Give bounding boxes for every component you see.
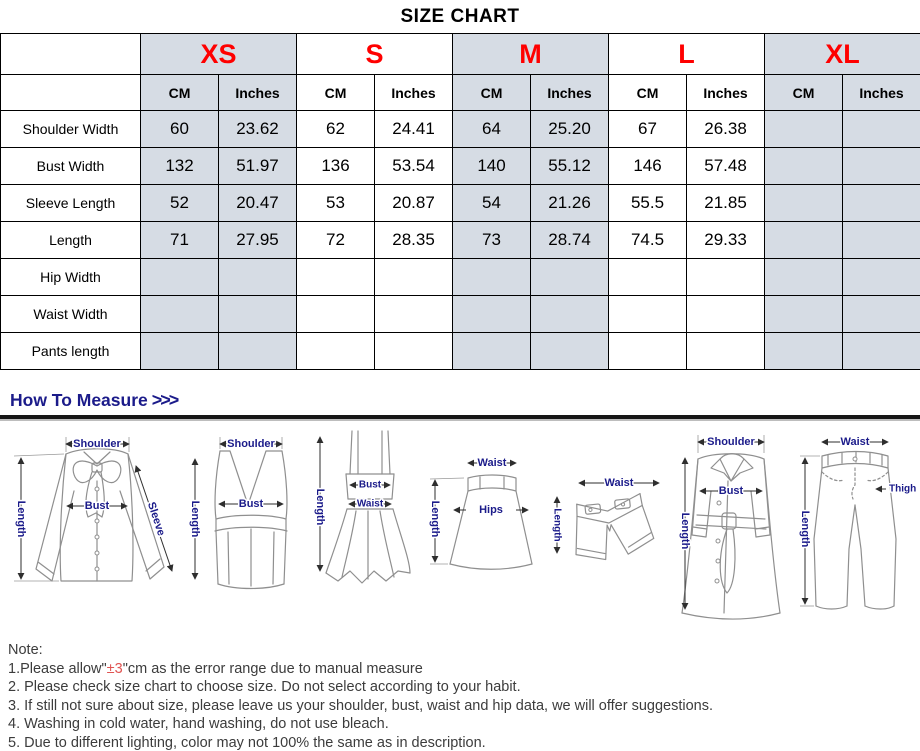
shorts-diagram <box>545 419 673 635</box>
size-header-xs: XS <box>141 34 297 75</box>
note-line-5: 5. Due to different lighting, color may not 100% the same as in description. <box>8 734 486 751</box>
error-range-value: ±3 <box>106 660 123 677</box>
how-to-measure-heading <box>10 390 920 411</box>
size-header-xl: XL <box>765 34 920 75</box>
cell <box>765 185 843 222</box>
cell <box>531 333 609 370</box>
cell: 28.74 <box>531 222 609 259</box>
unit-header-inches: Inches <box>531 75 609 111</box>
note-line-3: 3. If still not sure about size, please leave us your shoulder, bust, waist and hip data, we will offer suggestions. <box>8 697 713 714</box>
cell: 21.85 <box>687 185 765 222</box>
cell <box>141 259 219 296</box>
table-row <box>1 259 920 296</box>
cell <box>609 259 687 296</box>
cell <box>687 333 765 370</box>
cell: 74.5 <box>609 222 687 259</box>
heading-text: How To Measure <box>10 390 148 410</box>
unit-header-row <box>1 75 920 111</box>
measure-label: Length <box>799 510 811 548</box>
cell <box>765 296 843 333</box>
row-label: Length <box>1 222 141 259</box>
note-line-2: 2. Please check size chart to choose size. Do not select according to your habit. <box>8 679 521 696</box>
cell: 146 <box>609 148 687 185</box>
cell <box>843 111 920 148</box>
unit-header-cm: CM <box>609 75 687 111</box>
cell: 52 <box>141 185 219 222</box>
cell <box>141 296 219 333</box>
measure-label: Shoulder <box>227 438 275 450</box>
unit-header-inches: Inches <box>843 75 920 111</box>
cell: 54 <box>453 185 531 222</box>
size-header-row <box>1 34 920 75</box>
cell: 28.35 <box>375 222 453 259</box>
cell: 140 <box>453 148 531 185</box>
cell <box>765 333 843 370</box>
cell: 20.87 <box>375 185 453 222</box>
row-label: Waist Width <box>1 296 141 333</box>
cell <box>375 333 453 370</box>
table-row <box>1 111 920 148</box>
cell <box>141 333 219 370</box>
measure-label: Bust <box>718 485 744 497</box>
cell: 136 <box>297 148 375 185</box>
cell <box>375 296 453 333</box>
cell <box>843 259 920 296</box>
cell: 20.47 <box>219 185 297 222</box>
measure-label: Waist <box>840 436 870 448</box>
table-row <box>1 296 920 333</box>
measure-label: Length <box>314 488 326 526</box>
measure-label: Shoulder <box>707 436 755 448</box>
chevrons-icon: >>> <box>151 390 178 410</box>
cell: 72 <box>297 222 375 259</box>
table-row <box>1 333 920 370</box>
dress-diagram <box>306 419 422 635</box>
cell <box>297 259 375 296</box>
measure-label: Sleeve <box>144 500 168 538</box>
cell: 23.62 <box>219 111 297 148</box>
cell <box>453 333 531 370</box>
measure-label: Length <box>429 500 441 538</box>
cell: 64 <box>453 111 531 148</box>
cell: 21.26 <box>531 185 609 222</box>
row-label: Hip Width <box>1 259 141 296</box>
notes-section <box>0 635 920 751</box>
notes-heading: Note: <box>8 642 43 658</box>
cell <box>843 296 920 333</box>
measure-label: Waist <box>604 477 634 489</box>
cell <box>297 333 375 370</box>
cell: 57.48 <box>687 148 765 185</box>
unit-header-cm: CM <box>297 75 375 111</box>
cell <box>219 333 297 370</box>
cell: 27.95 <box>219 222 297 259</box>
cell: 55.5 <box>609 185 687 222</box>
unit-header-inches: Inches <box>375 75 453 111</box>
corner-cell <box>1 34 141 75</box>
corner-cell <box>1 75 141 111</box>
cell <box>219 296 297 333</box>
vest-diagram <box>186 419 306 635</box>
cell: 71 <box>141 222 219 259</box>
unit-header-inches: Inches <box>687 75 765 111</box>
cell: 73 <box>453 222 531 259</box>
cell <box>453 296 531 333</box>
measure-label: Length <box>189 500 201 538</box>
unit-header-cm: CM <box>141 75 219 111</box>
cell <box>531 296 609 333</box>
cell <box>843 222 920 259</box>
table-row <box>1 185 920 222</box>
page-title: SIZE CHART <box>400 5 520 27</box>
measure-label: Bust <box>84 500 110 512</box>
cell <box>609 333 687 370</box>
cell <box>687 259 765 296</box>
cell: 51.97 <box>219 148 297 185</box>
measure-label: Hips <box>479 504 503 516</box>
skirt-diagram <box>424 419 546 635</box>
row-label: Sleeve Length <box>1 185 141 222</box>
cell <box>843 333 920 370</box>
cell <box>609 296 687 333</box>
measure-label: Length <box>679 512 691 550</box>
cell: 132 <box>141 148 219 185</box>
cell: 53.54 <box>375 148 453 185</box>
cell <box>297 296 375 333</box>
size-header-s: S <box>297 34 453 75</box>
cell: 24.41 <box>375 111 453 148</box>
cell <box>219 259 297 296</box>
cell: 60 <box>141 111 219 148</box>
table-row <box>1 148 920 185</box>
cell <box>375 259 453 296</box>
row-label: Bust Width <box>1 148 141 185</box>
size-header-l: L <box>609 34 765 75</box>
measure-label: Waist <box>356 498 384 510</box>
cell <box>843 148 920 185</box>
size-table <box>0 33 920 370</box>
cell <box>531 259 609 296</box>
measure-label: Length <box>15 500 27 538</box>
cell <box>765 111 843 148</box>
measure-label: Bust <box>358 479 382 491</box>
measure-diagrams <box>0 419 920 635</box>
coat-diagram <box>664 419 796 635</box>
note-line-4: 4. Washing in cold water, hand washing, do not use bleach. <box>8 716 389 733</box>
cell: 55.12 <box>531 148 609 185</box>
measure-label: Shoulder <box>73 438 121 450</box>
measure-label: Bust <box>238 498 264 510</box>
measure-label: Thigh <box>889 483 917 495</box>
cell <box>843 185 920 222</box>
blouse-diagram <box>4 419 186 635</box>
row-label: Shoulder Width <box>1 111 141 148</box>
size-header-m: M <box>453 34 609 75</box>
cell <box>765 259 843 296</box>
cell <box>453 259 531 296</box>
cell <box>765 222 843 259</box>
table-row <box>1 222 920 259</box>
unit-header-inches: Inches <box>219 75 297 111</box>
cell: 25.20 <box>531 111 609 148</box>
cell: 26.38 <box>687 111 765 148</box>
cell <box>687 296 765 333</box>
pants-diagram <box>792 419 920 635</box>
cell <box>765 148 843 185</box>
cell: 62 <box>297 111 375 148</box>
unit-header-cm: CM <box>453 75 531 111</box>
row-label: Pants length <box>1 333 141 370</box>
cell: 53 <box>297 185 375 222</box>
unit-header-cm: CM <box>765 75 843 111</box>
measure-label: Waist <box>477 457 507 469</box>
note-line-1: 1.Please allow"±3"cm as the error range due to manual measure <box>8 660 423 677</box>
measure-label: Length <box>551 508 563 542</box>
cell: 29.33 <box>687 222 765 259</box>
cell: 67 <box>609 111 687 148</box>
